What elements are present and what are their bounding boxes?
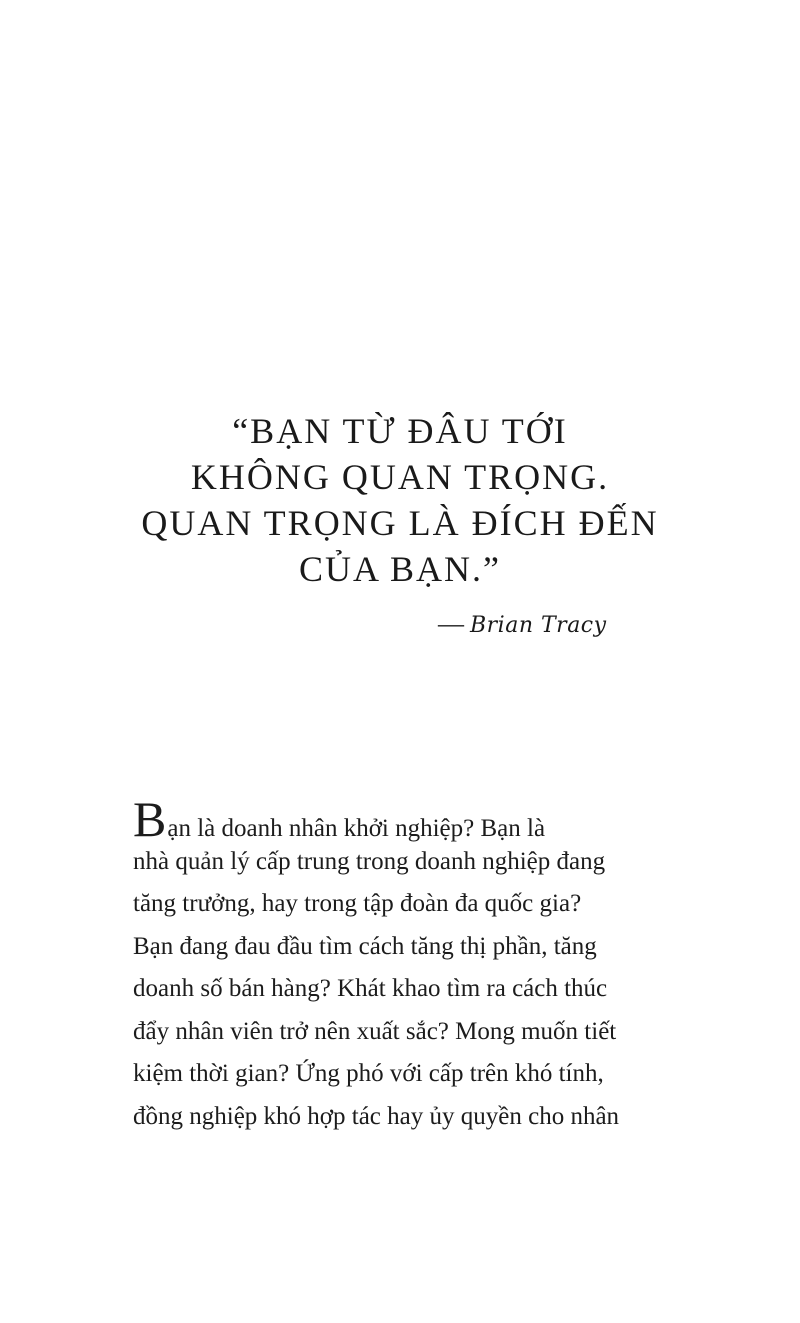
drop-cap: B xyxy=(133,791,167,847)
body-paragraph xyxy=(133,792,673,1138)
quote-line: “BẠN TỪ ĐÂU TỚI xyxy=(232,411,568,451)
attribution-dash: — xyxy=(438,609,464,638)
quote-line: KHÔNG QUAN TRỌNG. xyxy=(190,457,610,497)
quote-line: QUAN TRỌNG LÀ ĐÍCH ĐẾN xyxy=(141,503,659,543)
paragraph-line xyxy=(133,791,673,847)
paragraph-line: nhà quản lý cấp trung trong doanh nghiệp đang xyxy=(133,847,606,875)
paragraph-line: đồng nghiệp khó hợp tác hay ủy quyền cho nhân xyxy=(133,1102,620,1130)
paragraph-line: tăng trưởng, hay trong tập đoàn đa quốc gia? xyxy=(133,890,582,917)
paragraph-line: đẩy nhân viên trở nên xuất sắc? Mong muốn tiết xyxy=(133,1017,617,1045)
paragraph-line: doanh số bán hàng? Khát khao tìm ra cách thúc xyxy=(133,975,608,1002)
first-line-text: ạn là doanh nhân khởi nghiệp? Bạn là xyxy=(167,815,546,842)
quote-attribution xyxy=(438,604,698,646)
paragraph-line: Bạn đang đau đầu tìm cách tăng thị phần, tăng xyxy=(133,932,597,960)
quote-line: CỦA BẠN.” xyxy=(298,549,501,589)
paragraph-line: kiệm thời gian? Ứng phó với cấp trên khó tính, xyxy=(133,1060,604,1087)
attribution-name: Brian Tracy xyxy=(470,613,607,638)
epigraph-quote xyxy=(0,408,800,592)
